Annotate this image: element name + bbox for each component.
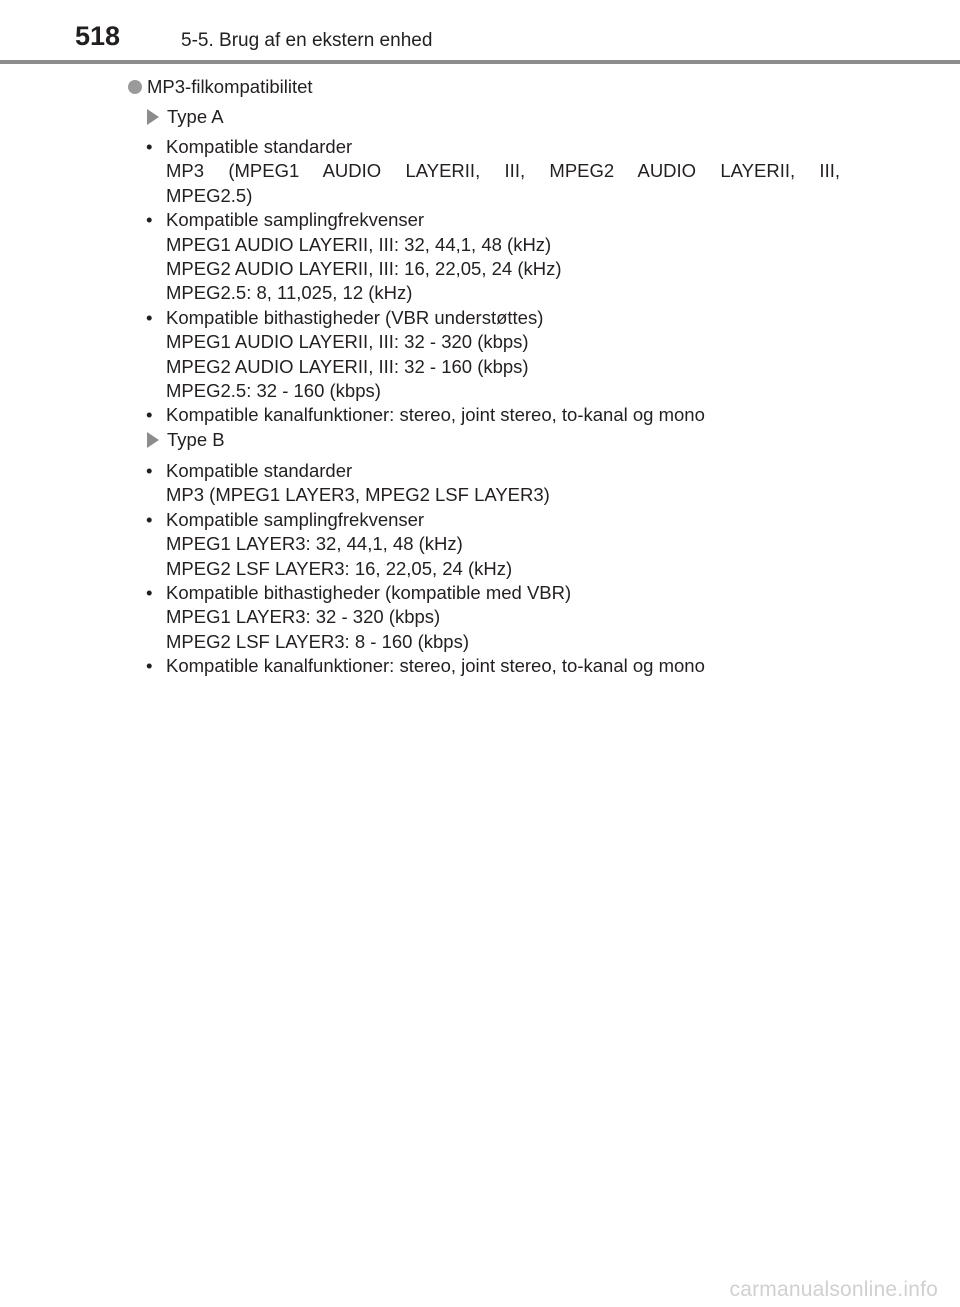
item-line: MPEG1 LAYER3: 32, 44,1, 48 (kHz) <box>166 533 463 555</box>
type-a-list <box>146 135 846 428</box>
triangle-right-icon <box>147 432 159 448</box>
section-title <box>128 74 313 100</box>
circle-bullet-icon <box>128 80 142 94</box>
item-line: MPEG1 AUDIO LAYERII, III: 32 - 320 (kbps) <box>166 331 529 353</box>
subheading-type-b-text: Type B <box>167 429 225 450</box>
bullet: • <box>146 655 153 677</box>
bullet: • <box>146 136 153 157</box>
triangle-right-icon <box>147 109 159 125</box>
bullet: • <box>146 460 153 481</box>
item-title: Kompatible bithastigheder (VBR understøttes) <box>166 306 544 328</box>
item-title: Kompatible bithastigheder (kompatible med VBR) <box>166 582 572 604</box>
item-line: MPEG2.5: 32 - 160 (kbps) <box>166 380 381 402</box>
chapter-title: 5-5. Brug af en ekstern enhed <box>181 30 433 51</box>
list-item <box>146 208 846 306</box>
page-number: 518 <box>75 21 121 51</box>
item-line: MP3 (MPEG1 AUDIO LAYERII, III, MPEG2 AUDIO LAYERII, III, <box>166 160 840 182</box>
item-line: MPEG1 LAYER3: 32 - 320 (kbps) <box>166 606 441 628</box>
list-item <box>146 306 846 404</box>
bullet: • <box>146 404 153 426</box>
subheading-type-a <box>147 104 224 130</box>
item-line: MPEG2 AUDIO LAYERII, III: 32 - 160 (kbps) <box>166 355 529 377</box>
bullet: • <box>146 209 153 231</box>
item-line: MP3 (MPEG1 LAYER3, MPEG2 LSF LAYER3) <box>166 484 550 506</box>
bullet: • <box>146 582 153 604</box>
header-rule <box>0 60 960 64</box>
subheading-type-a-text: Type A <box>167 106 224 127</box>
subheading-type-b <box>147 427 225 453</box>
item-line: MPEG2 LSF LAYER3: 16, 22,05, 24 (kHz) <box>166 557 513 579</box>
item-title: Kompatible kanalfunktioner: stereo, joint stereo, to-kanal og mono <box>166 655 705 677</box>
list-item <box>146 581 846 654</box>
item-line: MPEG2.5) <box>166 184 253 206</box>
section-title-text: MP3-filkompatibilitet <box>147 76 313 97</box>
page-header <box>0 0 960 64</box>
bullet: • <box>146 508 153 530</box>
item-title: Kompatible kanalfunktioner: stereo, joint stereo, to-kanal og mono <box>166 404 705 426</box>
list-item <box>146 135 846 208</box>
item-line: MPEG2.5: 8, 11,025, 12 (kHz) <box>166 282 413 304</box>
item-title: Kompatible standarder <box>166 460 353 481</box>
watermark: carmanualsonline.info <box>729 1278 938 1301</box>
item-line: MPEG1 AUDIO LAYERII, III: 32, 44,1, 48 (kHz) <box>166 233 552 255</box>
list-item <box>146 403 846 427</box>
item-line: MPEG2 LSF LAYER3: 8 - 160 (kbps) <box>166 630 469 652</box>
item-title: Kompatible samplingfrekvenser <box>166 209 425 231</box>
list-item <box>146 459 846 508</box>
type-b-list <box>146 459 846 679</box>
item-line: MPEG2 AUDIO LAYERII, III: 16, 22,05, 24 (kHz) <box>166 258 562 280</box>
bullet: • <box>146 306 153 328</box>
list-item <box>146 508 846 581</box>
list-item <box>146 654 846 678</box>
item-title: Kompatible standarder <box>166 136 353 157</box>
item-title: Kompatible samplingfrekvenser <box>166 508 425 530</box>
